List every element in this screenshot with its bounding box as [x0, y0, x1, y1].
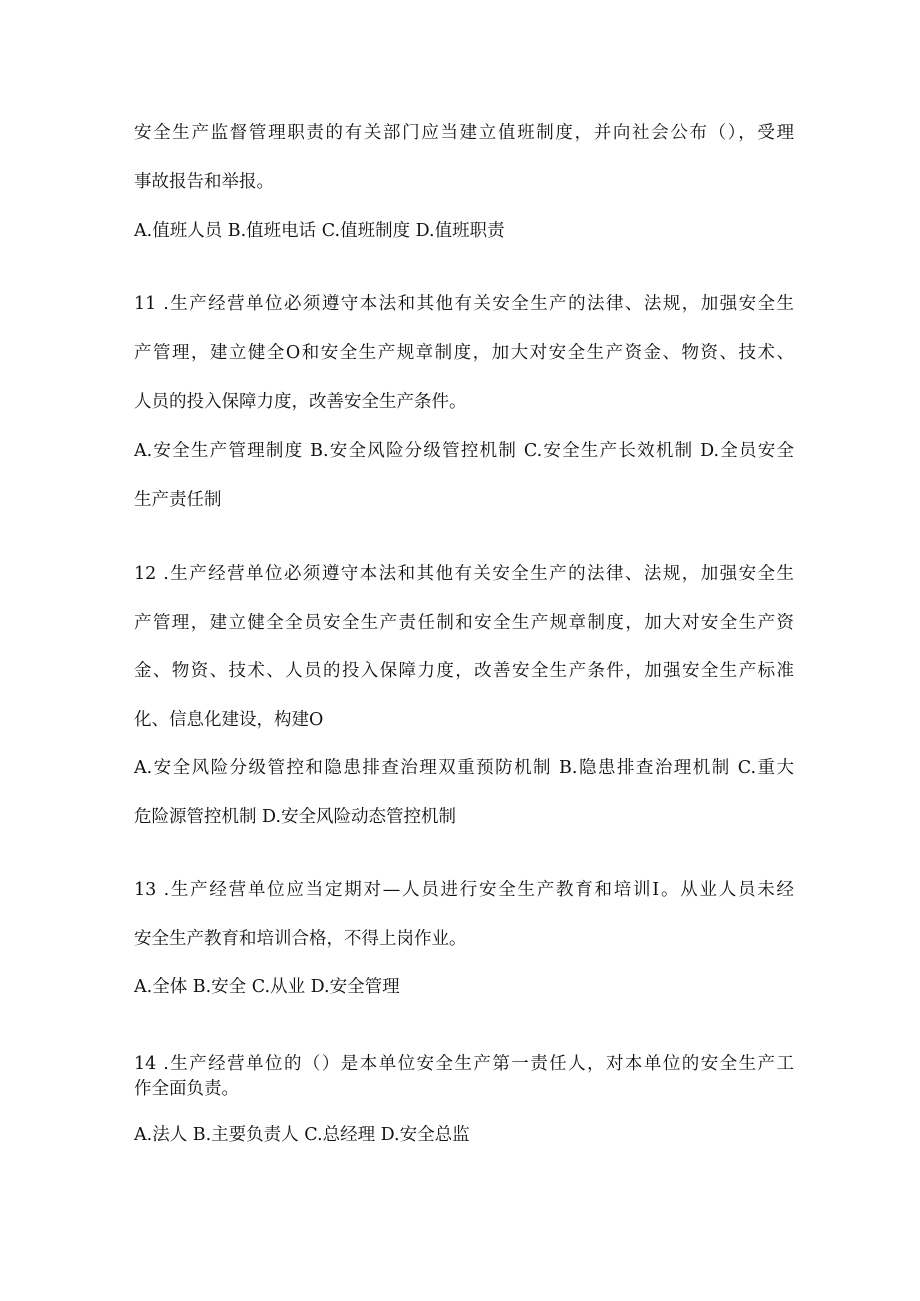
q12-stem-line-3: 金、物资、技术、人员的投入保障力度，改善安全生产条件，加强安全生产标准: [134, 661, 794, 681]
q12-stem-line-4: 化、信息化建设，构建O: [134, 710, 324, 730]
q12-stem-line-2: 产管理，建立健全全员安全生产责任制和安全生产规章制度，加大对安全生产资: [134, 613, 794, 633]
q10-stem-line-1: 安全生产监督管理职责的有关部门应当建立值班制度，并向社会公布（），受理: [134, 123, 794, 143]
q14-stem-line-1: 14 .生产经营单位的（）是本单位安全生产第一责任人，对本单位的安全生产工: [134, 1054, 794, 1074]
q12-stem-line-1: 12 .生产经营单位必须遵守本法和其他有关安全生产的法律、法规，加强安全生: [134, 564, 794, 584]
q13-stem-line-1: 13 .生产经营单位应当定期对—人员进行安全生产教育和培训I。从业人员未经: [134, 880, 794, 900]
q10-stem-line-2: 事故报告和举报。: [134, 172, 274, 192]
q13-options-line-1: A.全体 B.安全 C.从业 D.安全管理: [134, 977, 400, 997]
q13-stem-line-2: 安全生产教育和培训合格，不得上岗作业。: [134, 929, 467, 949]
q12-options-line-2: 危险源管控机制 D.安全风险动态管控机制: [134, 807, 457, 827]
q11-stem-line-2: 产管理，建立健全O和安全生产规章制度，加大对安全生产资金、物资、技术、: [134, 343, 794, 363]
q14-options-line-1: A.法人 B.主要负责人 C.总经理 D.安全总监: [134, 1125, 470, 1145]
q11-options-line-1: A.安全生产管理制度 B.安全风险分级管控机制 C.安全生产长效机制 D.全员安全: [134, 441, 794, 461]
q11-options-line-2: 生产责任制: [134, 490, 222, 510]
q11-stem-line-3: 人员的投入保障力度，改善安全生产条件。: [134, 392, 467, 412]
q14-stem-line-2: 作全面负责。: [134, 1079, 239, 1099]
q11-stem-line-1: 11 .生产经营单位必须遵守本法和其他有关安全生产的法律、法规，加强安全生: [134, 294, 794, 314]
q10-options-line-1: A.值班人员 B.值班电话 C.值班制度 D.值班职责: [134, 221, 505, 241]
q12-options-line-1: A.安全风险分级管控和隐患排查治理双重预防机制 B.隐患排查治理机制 C.重大: [134, 758, 794, 778]
